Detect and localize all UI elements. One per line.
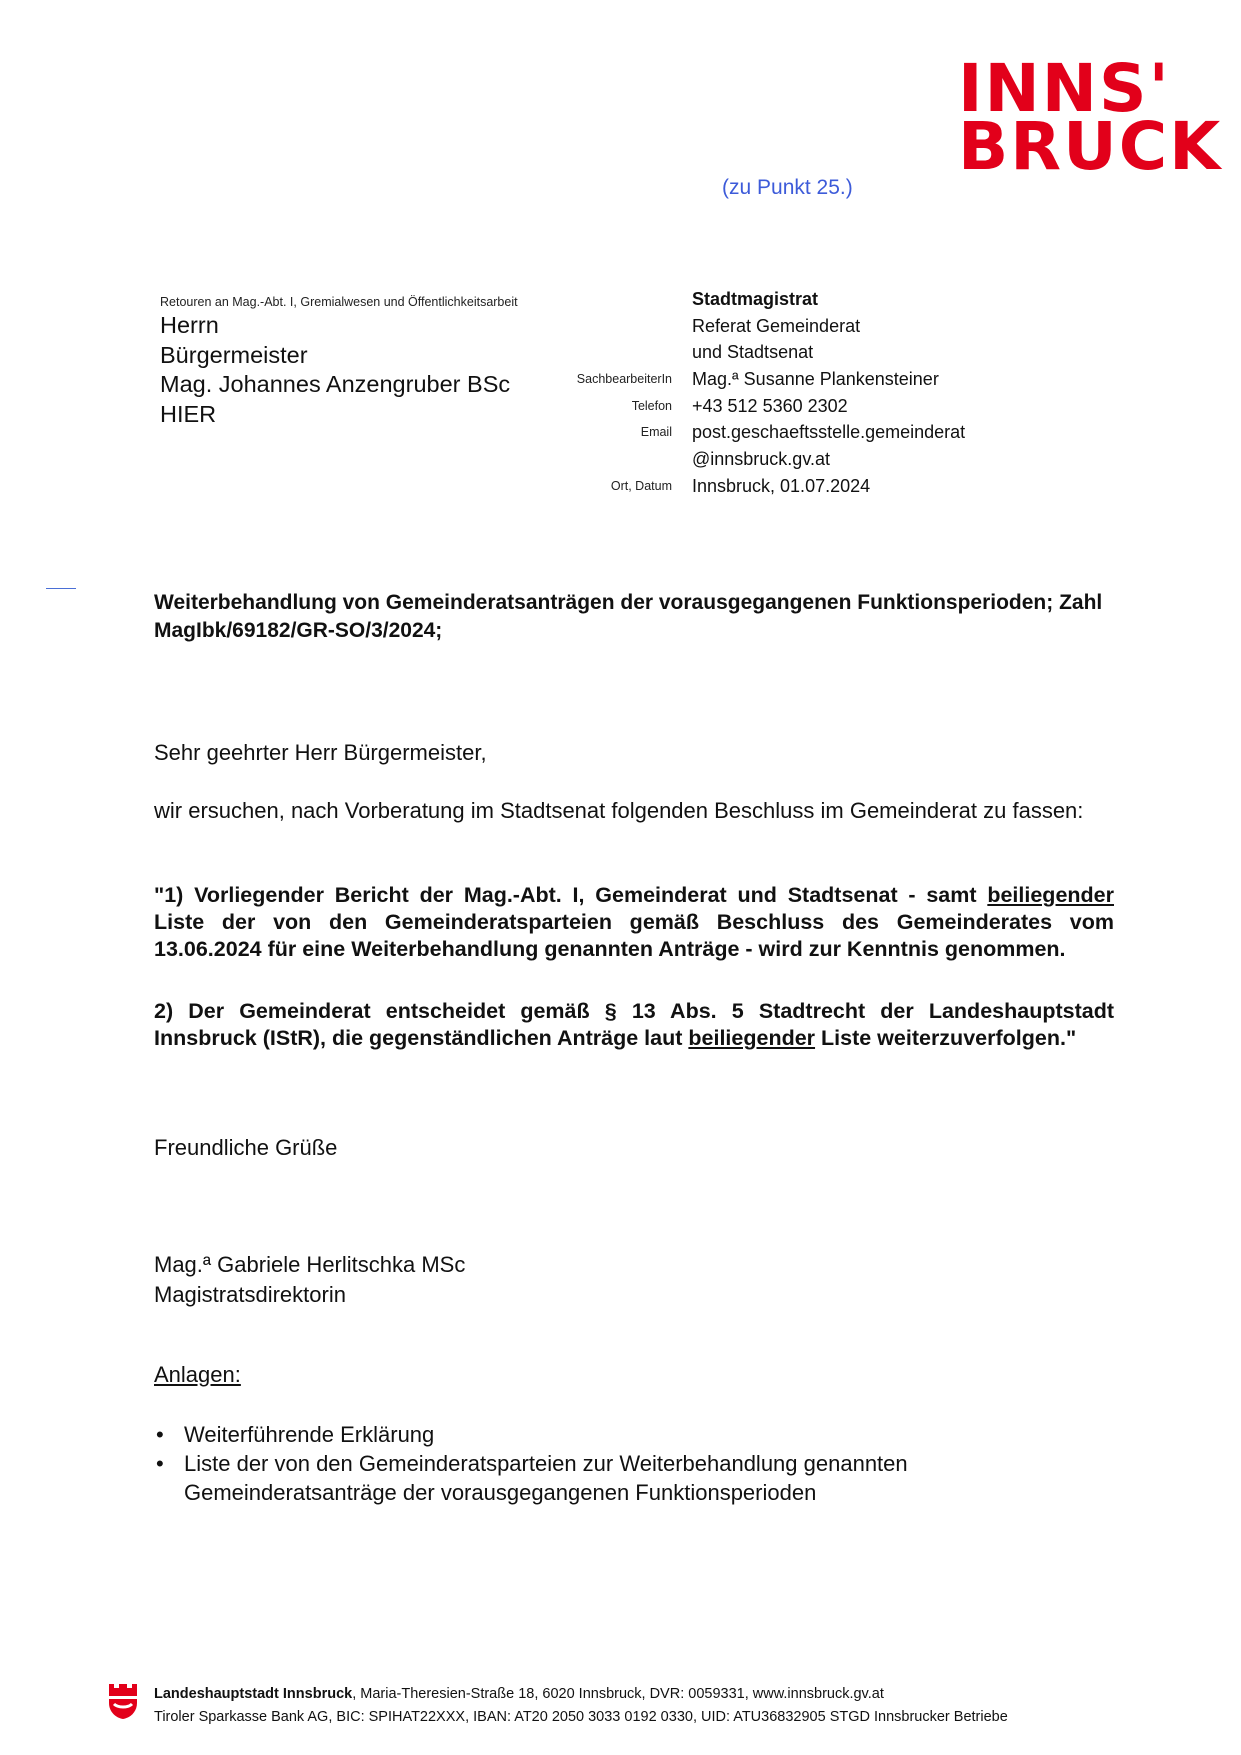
return-address-line: Retouren an Mag.-Abt. I, Gremialwesen und Öffentlichkeitsarbeit xyxy=(160,295,518,309)
resolution-text: Liste der von den Gemeinderatsparteien gemäß Beschluss des Gemeinderates vom 13.06.2024 für eine Weiterbehandlung genannten Anträge - wird zur Kenntnis genommen. xyxy=(154,910,1114,961)
agenda-reference: (zu Punkt 25.) xyxy=(722,176,853,199)
recipient-line: Herrn xyxy=(160,312,219,338)
recipient-address xyxy=(160,311,510,429)
email-address: post.geschaeftsstelle.gemeinderat xyxy=(692,422,966,443)
innsbruck-logo xyxy=(958,50,1223,185)
signatory-name: Mag.ª Gabriele Herlitschka MSc xyxy=(154,1252,466,1277)
resolution-text: "1) Vorliegender Bericht der Mag.-Abt. I, Gemeinderat und Stadtsenat - samt xyxy=(154,883,988,907)
signatory-title: Magistratsdirektorin xyxy=(154,1282,346,1307)
email-label: Email xyxy=(640,425,672,440)
list-item xyxy=(154,1420,1114,1449)
sender-department: und Stadtsenat xyxy=(692,342,814,363)
resolution-2 xyxy=(154,998,1114,1052)
footer-line-1 xyxy=(154,1683,1008,1706)
bullet-icon: • xyxy=(156,1422,164,1447)
letter-footer xyxy=(154,1683,1008,1729)
logo-line-1: INNS' xyxy=(958,50,1171,127)
phone-number: +43 512 5360 2302 xyxy=(692,395,848,416)
innsbruck-emblem-icon xyxy=(108,1682,138,1720)
recipient-line: Mag. Johannes Anzengruber BSc xyxy=(160,371,511,397)
sender-office: Stadtmagistrat xyxy=(692,289,819,309)
phone-label: Telefon xyxy=(631,398,672,413)
clerk-label: SachbearbeiterIn xyxy=(576,372,672,387)
attachment-text: Liste der von den Gemeinderatsparteien zur Weiterbehandlung genannten Gemeinderatsanträge der vorausgegangenen Funktionsperioden xyxy=(184,1451,908,1505)
footer-organization: Landeshauptstadt Innsbruck xyxy=(154,1686,353,1702)
place-date: Innsbruck, 01.07.2024 xyxy=(692,475,871,496)
margin-mark xyxy=(46,588,76,589)
letter-subject: Weiterbehandlung von Gemeinderatsanträgen der vorausgegangenen Funktionsperioden; Zahl MagIbk/69182/GR-SO/3/2024; xyxy=(154,591,1103,642)
sender-info xyxy=(692,286,965,500)
signature-block xyxy=(154,1250,465,1310)
email-address-domain: @innsbruck.gv.at xyxy=(692,449,830,470)
bullet-icon: • xyxy=(156,1451,164,1476)
resolution-text: Liste weiterzuverfolgen." xyxy=(815,1026,1077,1050)
list-item xyxy=(154,1449,1114,1507)
attachments-title: Anlagen: xyxy=(154,1362,241,1387)
resolution-1 xyxy=(154,882,1114,963)
salutation: Sehr geehrter Herr Bürgermeister, xyxy=(154,740,487,765)
resolution-text: 2) Der Gemeinderat entscheidet gemäß § 13 Abs. 5 Stadtrecht der Landeshauptstadt Innsbruck (IStR), die gegenständlichen Anträge laut xyxy=(154,999,1114,1050)
resolution-underlined: beiliegender xyxy=(688,1026,816,1050)
footer-address: , Maria-Theresien-Straße 18, 6020 Innsbruck, DVR: 0059331, www.innsbruck.gv.at xyxy=(352,1686,884,1702)
footer-line-2: Tiroler Sparkasse Bank AG, BIC: SPIHAT22XXX, IBAN: AT20 2050 3033 0192 0330, UID: ATU36832905 STGD Innsbrucker Betriebe xyxy=(154,1709,1008,1725)
attachments-list xyxy=(154,1420,1114,1507)
recipient-line: HIER xyxy=(160,400,217,427)
sender-labels xyxy=(500,286,672,500)
attachment-text: Weiterführende Erklärung xyxy=(184,1422,435,1447)
recipient-line: Bürgermeister xyxy=(160,341,308,368)
intro-paragraph: wir ersuchen, nach Vorberatung im Stadtsenat folgenden Beschluss im Gemeinderat zu fassen: xyxy=(154,798,1084,823)
place-date-label: Ort, Datum xyxy=(610,478,672,493)
closing: Freundliche Grüße xyxy=(154,1135,338,1160)
resolution-underlined: beiliegender xyxy=(987,883,1114,907)
clerk-name: Mag.ª Susanne Plankensteiner xyxy=(692,369,939,390)
sender-department: Referat Gemeinderat xyxy=(692,315,861,336)
logo-line-2: BRUCK xyxy=(958,108,1223,185)
